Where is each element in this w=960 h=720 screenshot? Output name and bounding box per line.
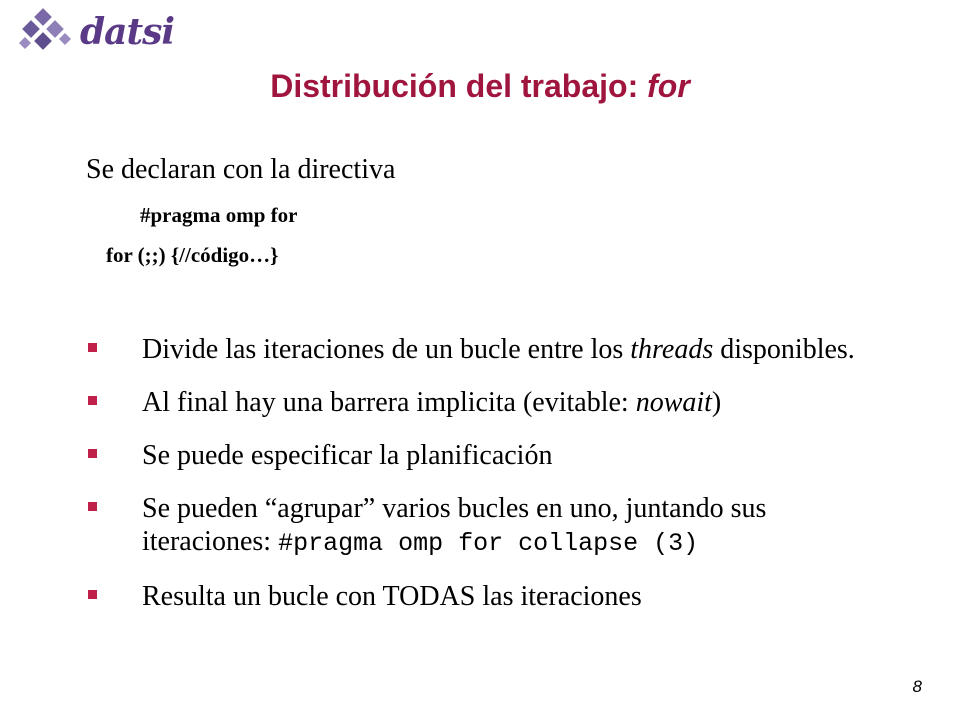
square-bullet-icon bbox=[88, 449, 97, 458]
square-bullet-icon bbox=[88, 343, 97, 352]
title-emphasis: for bbox=[647, 68, 690, 104]
bullet-item-result bbox=[86, 580, 886, 613]
slide-title bbox=[0, 64, 960, 108]
bullet-item-barrier bbox=[86, 386, 886, 419]
bullet-item-schedule bbox=[86, 439, 886, 472]
bullet-text: disponibles. bbox=[713, 334, 855, 365]
bullet-text: Divide las iteraciones de un bucle entre los bbox=[142, 334, 631, 365]
bullet-italic: threads bbox=[630, 334, 714, 365]
bullet-code: #pragma omp for collapse (3) bbox=[278, 529, 699, 558]
logo-text: datsi bbox=[80, 11, 175, 53]
code-line-pragma: #pragma omp for bbox=[140, 203, 298, 227]
square-bullet-icon bbox=[88, 502, 97, 511]
datsi-logo bbox=[14, 8, 175, 60]
bullet-text: Se puede especificar la planificación bbox=[142, 440, 553, 471]
intro-text: Se declaran con la directiva bbox=[86, 154, 396, 185]
diamond-cluster-icon bbox=[14, 8, 78, 60]
square-bullet-icon bbox=[88, 590, 97, 599]
square-bullet-icon bbox=[88, 396, 97, 405]
code-line-for: for (;;) {//código…} bbox=[106, 243, 279, 267]
bullet-list bbox=[86, 333, 886, 633]
page-number: 8 bbox=[912, 677, 922, 696]
bullet-text: Resulta un bucle con TODAS las iteraciones bbox=[142, 581, 642, 612]
title-main: Distribución del trabajo: bbox=[270, 68, 639, 104]
bullet-item-divide bbox=[86, 333, 886, 366]
bullet-italic: nowait bbox=[635, 387, 712, 418]
bullet-text: ) bbox=[711, 387, 722, 418]
bullet-item-collapse bbox=[86, 492, 886, 560]
bullet-text: Al final hay una barrera implicita (evitable: bbox=[142, 387, 636, 418]
bullet-text: Se pueden “agrupar” varios bucles en uno, juntando sus iteraciones: bbox=[142, 493, 767, 557]
